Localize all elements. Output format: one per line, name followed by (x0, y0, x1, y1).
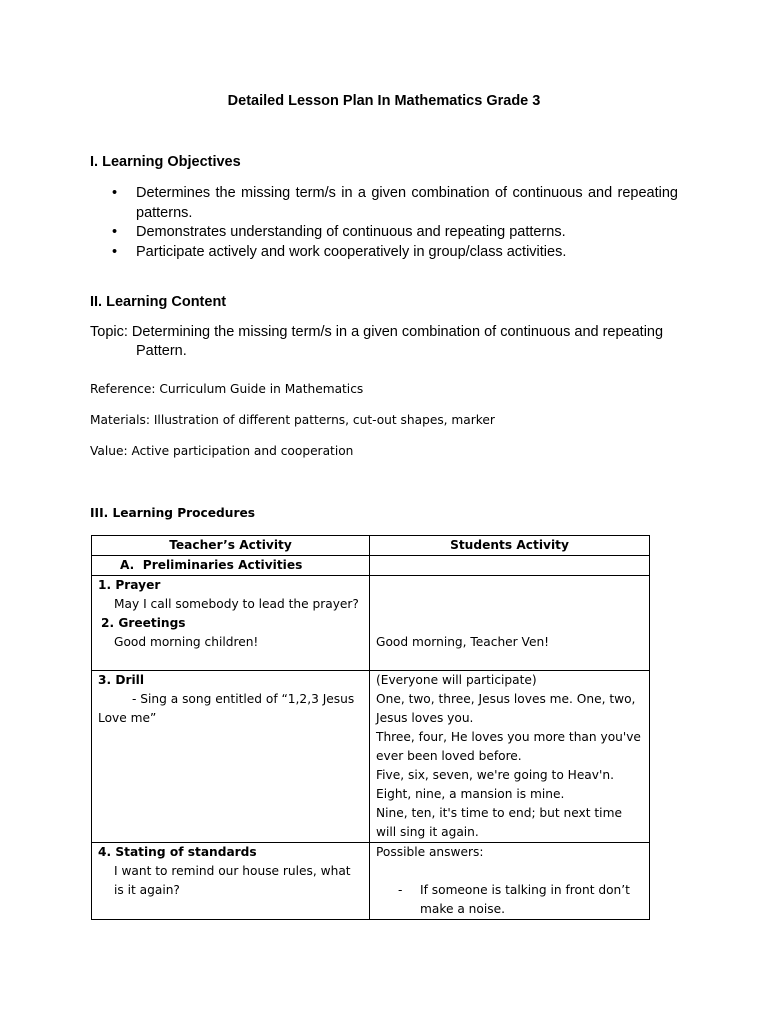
drill-text: - Sing a song entitled of “1,2,3 Jesus (132, 692, 355, 706)
standards-reply-cell (370, 843, 650, 920)
document-title: Detailed Lesson Plan In Mathematics Grade 3 (227, 93, 541, 109)
drill-reply-line: Five, six, seven, we're going to Heav'n. (376, 768, 614, 782)
table-row (92, 843, 650, 920)
standards-label: 4. Stating of standards (98, 845, 257, 859)
objectives-list (90, 184, 678, 262)
procedures-table (91, 535, 650, 920)
drill-reply-line: (Everyone will participate) (376, 673, 537, 687)
drill-text-cont: Love me” (98, 711, 157, 725)
standards-reply-text: If someone is talking in front don’t make a noise. (420, 883, 630, 916)
students-activity-header: Students Activity (370, 536, 650, 556)
prayer-text: May I call somebody to lead the prayer? (114, 597, 359, 611)
teacher-activity-header: Teacher’s Activity (92, 536, 370, 556)
drill-reply-line: Eight, nine, a mansion is mine. (376, 787, 565, 801)
standards-cell (92, 843, 370, 920)
greetings-text: Good morning children! (114, 635, 259, 649)
drill-label: 3. Drill (98, 673, 145, 687)
objective-item: • Participate actively and work cooperatively in group/class activities. (90, 243, 678, 263)
empty-cell (370, 556, 650, 576)
greetings-reply-cell (370, 576, 650, 671)
prayer-greetings-cell (92, 576, 370, 671)
reference-line: Reference: Curriculum Guide in Mathematics (90, 382, 364, 396)
topic-continuation: Pattern. (136, 343, 187, 359)
table-row (92, 556, 650, 576)
standards-text: I want to remind our house rules, what is it again? (114, 864, 351, 897)
materials-line: Materials: Illustration of different patterns, cut-out shapes, marker (90, 413, 495, 427)
prayer-label: 1. Prayer (98, 578, 161, 592)
drill-reply-line: Three, four, He loves you more than you've ever been loved before. (376, 730, 641, 763)
standards-reply-item: - If someone is talking in front don’t make a noise. (398, 883, 630, 916)
procedures-heading: III. Learning Procedures (90, 506, 255, 520)
drill-reply-line: Nine, ten, it's time to end; but next time will sing it again. (376, 806, 622, 839)
objective-item: • Demonstrates understanding of continuous and repeating patterns. (90, 223, 678, 243)
value-line: Value: Active participation and cooperation (90, 444, 354, 458)
content-heading: II. Learning Content (90, 294, 227, 310)
drill-cell (92, 671, 370, 843)
table-row (92, 576, 650, 671)
topic-line: Topic: Determining the missing term/s in a given combination of continuous and repeating (90, 324, 664, 340)
objectives-heading: I. Learning Objectives (90, 154, 241, 170)
preliminaries-cell: A. Preliminaries Activities (92, 556, 370, 576)
drill-reply-line: One, two, three, Jesus loves me. One, two, Jesus loves you. (376, 692, 636, 725)
standards-reply-label: Possible answers: (376, 845, 484, 859)
greetings-reply: Good morning, Teacher Ven! (376, 635, 550, 649)
drill-reply-cell (370, 671, 650, 843)
greetings-label: 2. Greetings (101, 616, 186, 630)
objective-item: • Determines the missing term/s in a given combination of continuous and repeating patterns. (90, 184, 678, 223)
topic-text (90, 323, 678, 361)
table-row (92, 671, 650, 843)
table-header-row (92, 536, 650, 556)
